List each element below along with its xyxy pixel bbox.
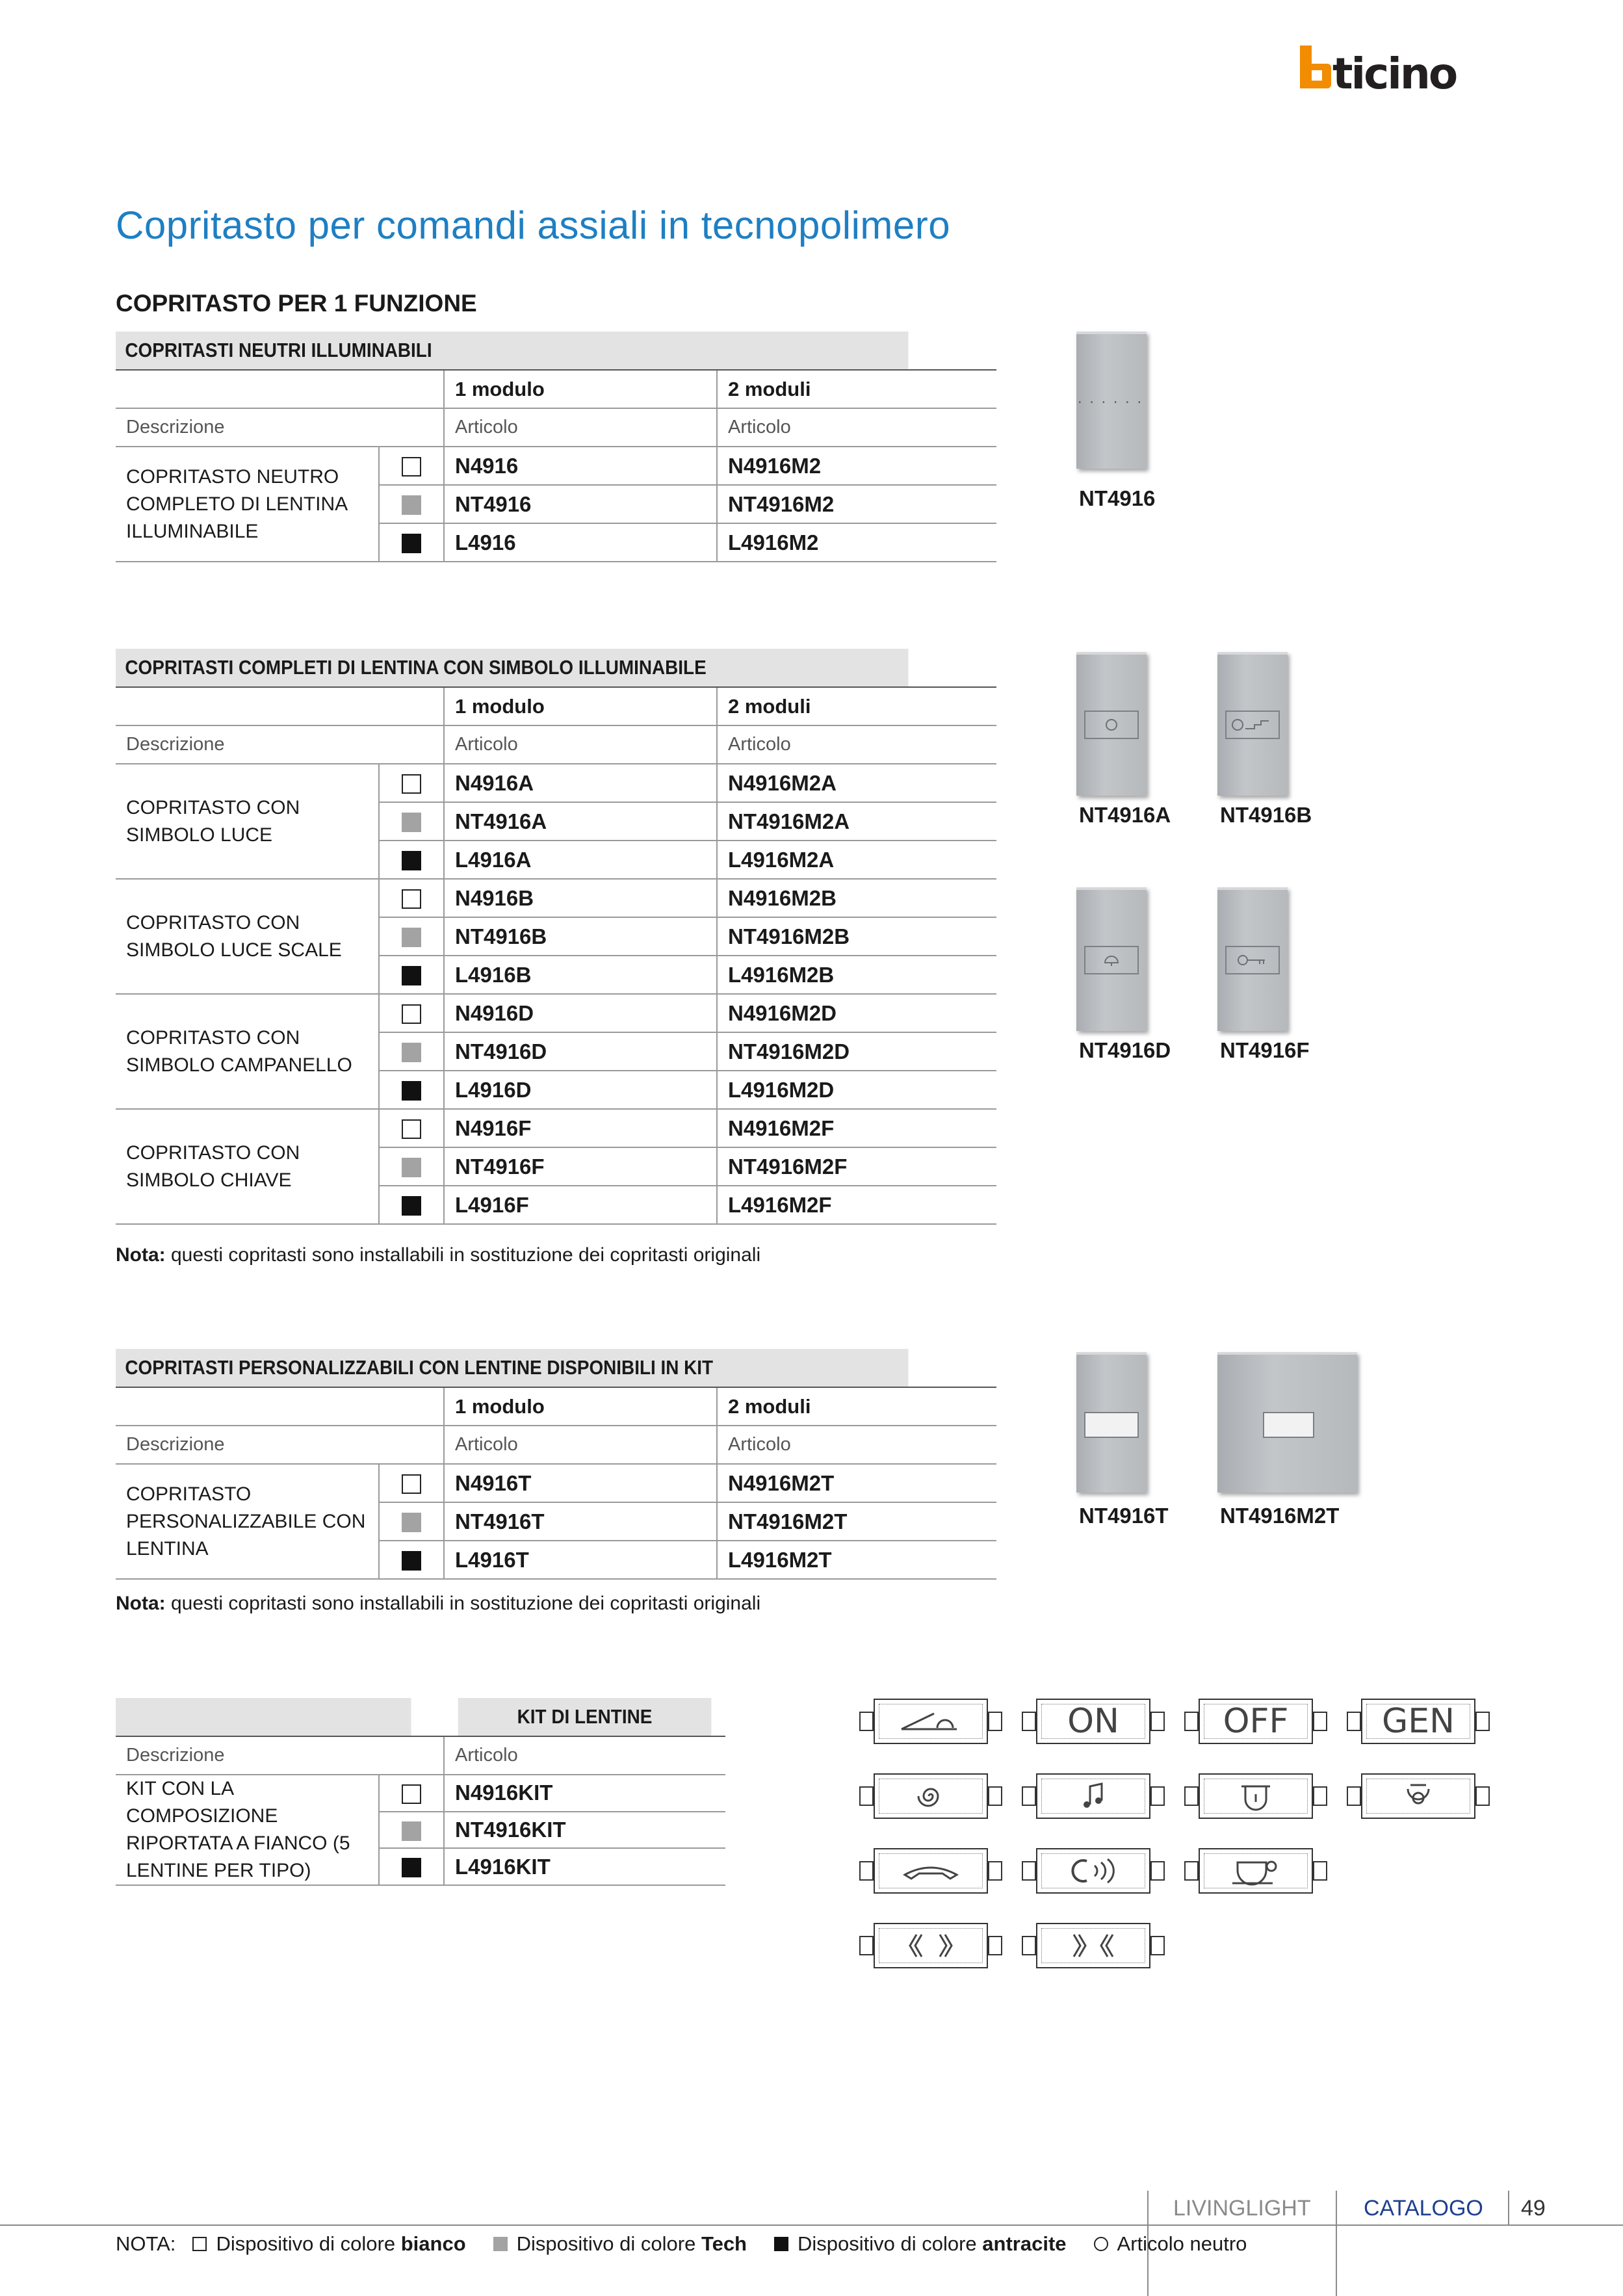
article-code: N4916M2D — [717, 994, 996, 1032]
col-1-modulo: 1 modulo — [444, 1387, 717, 1426]
black-swatch-icon — [774, 2237, 788, 2251]
black-swatch-icon — [402, 1551, 421, 1571]
lens-music-icon — [1022, 1773, 1165, 1819]
article-code: N4916 — [444, 447, 717, 485]
note-text: questi copritasti sono installabili in sostituzione dei copritasti originali — [165, 1593, 761, 1614]
article-code: NT4916D — [444, 1032, 717, 1071]
article-code: NT4916M2A — [717, 802, 996, 841]
article-code: L4916M2T — [717, 1541, 996, 1579]
grey-swatch-icon — [402, 495, 421, 515]
col-articolo: Articolo — [444, 1426, 717, 1464]
lens-on-label: ON — [1036, 1699, 1150, 1744]
table-note — [116, 1244, 760, 1266]
lens-lamp-icon — [1184, 1773, 1327, 1819]
table-simbolo — [116, 649, 996, 1225]
lens-blinds-close-icon — [1022, 1923, 1165, 1968]
article-code: L4916M2 — [717, 523, 996, 562]
stair-light-symbol-icon — [1230, 717, 1275, 733]
article-code: N4916M2T — [717, 1464, 996, 1502]
table-title: KIT DI LENTINE — [458, 1698, 712, 1736]
article-code: NT4916A — [444, 802, 717, 841]
article-code: L4916M2B — [717, 956, 996, 994]
col-descrizione: Descrizione — [116, 1736, 444, 1775]
black-swatch-icon — [402, 851, 421, 870]
black-swatch-icon — [402, 1081, 421, 1101]
col-articolo: Articolo — [444, 725, 717, 764]
table-row — [116, 764, 996, 802]
article-code: L4916KIT — [444, 1848, 725, 1885]
table-row — [116, 994, 996, 1032]
row-description: KIT CON LA COMPOSIZIONE RIPORTATA A FIANCO (5 LENTINE PER TIPO) — [116, 1775, 379, 1885]
product-image-nt4916b — [1217, 652, 1288, 796]
legend-tech: Dispositivo di colore Tech — [516, 2232, 747, 2255]
lens-off-label: OFF — [1199, 1699, 1313, 1744]
table-row — [116, 879, 996, 917]
black-swatch-icon — [402, 1858, 421, 1877]
table-title: COPRITASTI NEUTRI ILLUMINABILI — [116, 332, 909, 370]
article-code: N4916M2B — [717, 879, 996, 917]
col-2-moduli: 2 moduli — [717, 370, 996, 408]
light-symbol-icon — [1104, 717, 1119, 733]
table-row — [116, 1109, 996, 1147]
lens-ceiling-light-icon — [1347, 1773, 1490, 1819]
row-description: COPRITASTO CON SIMBOLO LUCE — [116, 764, 379, 879]
article-code: NT4916M2F — [717, 1147, 996, 1186]
lens-gen-label: GEN — [1361, 1699, 1475, 1744]
row-description: COPRITASTO CON SIMBOLO LUCE SCALE — [116, 879, 379, 994]
table-neutri — [116, 332, 996, 562]
article-code: L4916M2A — [717, 841, 996, 879]
footer-series: LIVINGLIGHT — [1173, 2196, 1311, 2221]
table-title: COPRITASTI PERSONALIZZABILI CON LENTINE DISPONIBILI IN KIT — [116, 1349, 909, 1387]
product-label: NT4916F — [1220, 1038, 1310, 1062]
grey-swatch-icon — [493, 2237, 508, 2251]
white-swatch-icon — [402, 1119, 421, 1139]
page-number: 49 — [1521, 2196, 1546, 2221]
row-description: COPRITASTO CON SIMBOLO CHIAVE — [116, 1109, 379, 1224]
col-articolo: Articolo — [444, 408, 717, 447]
lens-phone-icon — [859, 1848, 1002, 1894]
grey-swatch-icon — [402, 928, 421, 947]
product-image-nt4916f — [1217, 887, 1288, 1031]
neutral-circle-icon — [1094, 2237, 1108, 2251]
bell-symbol-icon — [1102, 952, 1121, 968]
col-articolo: Articolo — [717, 1426, 996, 1464]
product-image-nt4916t — [1076, 1352, 1147, 1493]
article-code: NT4916B — [444, 917, 717, 956]
table-kit-lentine — [116, 1698, 725, 1886]
article-code: NT4916M2T — [717, 1502, 996, 1541]
product-image-nt4916: • • • • • • — [1076, 332, 1147, 469]
table-note — [116, 1593, 760, 1615]
white-swatch-icon — [402, 1784, 421, 1804]
article-code: N4916A — [444, 764, 717, 802]
article-code: NT4916 — [444, 485, 717, 523]
table-row — [116, 1775, 725, 1812]
article-code: L4916A — [444, 841, 717, 879]
article-code: N4916M2 — [717, 447, 996, 485]
product-image-nt4916m2t — [1217, 1352, 1357, 1493]
article-code: L4916F — [444, 1186, 717, 1224]
grey-swatch-icon — [402, 1043, 421, 1062]
article-code: NT4916M2 — [717, 485, 996, 523]
grey-swatch-icon — [402, 813, 421, 832]
article-code: L4916T — [444, 1541, 717, 1579]
article-code: NT4916F — [444, 1147, 717, 1186]
grey-swatch-icon — [402, 1158, 421, 1177]
article-code: L4916B — [444, 956, 717, 994]
product-image-nt4916d — [1076, 887, 1147, 1031]
col-articolo: Articolo — [717, 408, 996, 447]
footer-divider — [0, 2224, 1623, 2226]
article-code: N4916F — [444, 1109, 717, 1147]
article-code: N4916B — [444, 879, 717, 917]
footer-separator — [1508, 2191, 1509, 2224]
row-description: COPRITASTO PERSONALIZZABILE CON LENTINA — [116, 1464, 379, 1579]
black-swatch-icon — [402, 534, 421, 553]
article-code: N4916M2F — [717, 1109, 996, 1147]
col-descrizione: Descrizione — [116, 1426, 444, 1464]
footer-legend — [116, 2232, 1247, 2256]
black-swatch-icon — [402, 966, 421, 985]
note-text: questi copritasti sono installabili in sostituzione dei copritasti originali — [165, 1244, 761, 1266]
product-label: NT4916M2T — [1220, 1504, 1340, 1528]
col-1-modulo: 1 modulo — [444, 687, 717, 725]
lens-cup-icon — [1184, 1848, 1327, 1894]
note-label: Nota: — [116, 1244, 166, 1266]
article-code: N4916KIT — [444, 1775, 725, 1812]
white-swatch-icon — [402, 1474, 421, 1494]
grey-swatch-icon — [402, 1513, 421, 1532]
article-code: N4916D — [444, 994, 717, 1032]
white-swatch-icon — [402, 1004, 421, 1024]
product-label: NT4916B — [1220, 803, 1312, 827]
table-row — [116, 447, 996, 485]
article-code: N4916M2A — [717, 764, 996, 802]
footer-separator — [1336, 2191, 1337, 2296]
product-label: NT4916A — [1079, 803, 1171, 827]
white-swatch-icon — [402, 774, 421, 794]
white-swatch-icon — [402, 889, 421, 909]
article-code: L4916 — [444, 523, 717, 562]
article-code: NT4916T — [444, 1502, 717, 1541]
article-code: NT4916M2D — [717, 1032, 996, 1071]
black-swatch-icon — [402, 1196, 421, 1216]
table-row — [116, 1464, 996, 1502]
legend-neutral: Articolo neutro — [1117, 2232, 1247, 2255]
article-code: NT4916KIT — [444, 1812, 725, 1849]
legend-anthracite: Dispositivo di colore antracite — [798, 2232, 1067, 2255]
product-label: NT4916 — [1079, 486, 1156, 510]
lens-tilt-icon — [859, 1699, 1002, 1744]
col-2-moduli: 2 moduli — [717, 1387, 996, 1426]
section-title: COPRITASTO PER 1 FUNZIONE — [116, 290, 477, 317]
lens-intercom-icon — [1022, 1848, 1165, 1894]
footer-catalog: CATALOGO — [1364, 2196, 1483, 2221]
lens-off — [1184, 1699, 1327, 1744]
lens-on — [1022, 1699, 1165, 1744]
key-symbol-icon — [1236, 952, 1269, 968]
article-code: L4916M2D — [717, 1071, 996, 1109]
product-label: NT4916T — [1079, 1504, 1169, 1528]
col-articolo: Articolo — [444, 1736, 725, 1775]
col-descrizione: Descrizione — [116, 725, 444, 764]
product-image-nt4916a — [1076, 652, 1147, 796]
white-swatch-icon — [402, 457, 421, 476]
table-personalizzabili — [116, 1349, 996, 1580]
lens-fan-icon — [859, 1773, 1002, 1819]
col-articolo: Articolo — [717, 725, 996, 764]
lens-blinds-open-icon — [859, 1923, 1002, 1968]
grey-swatch-icon — [402, 1821, 421, 1841]
svg-text:ticino: ticino — [1332, 49, 1457, 94]
white-swatch-icon — [192, 2237, 207, 2251]
row-description: COPRITASTO NEUTRO COMPLETO DI LENTINA ILLUMINABILE — [116, 447, 379, 562]
article-code: L4916D — [444, 1071, 717, 1109]
legend-white: Dispositivo di colore bianco — [216, 2232, 466, 2255]
row-description: COPRITASTO CON SIMBOLO CAMPANELLO — [116, 994, 379, 1109]
legend-nota: NOTA: — [116, 2232, 176, 2255]
article-code: N4916T — [444, 1464, 717, 1502]
table-title: COPRITASTI COMPLETI DI LENTINA CON SIMBOLO ILLUMINABILE — [116, 649, 909, 687]
product-label: NT4916D — [1079, 1038, 1171, 1062]
bticino-logo — [1300, 46, 1511, 94]
lens-gen — [1347, 1699, 1490, 1744]
col-descrizione: Descrizione — [116, 408, 444, 447]
note-label: Nota: — [116, 1593, 166, 1614]
col-2-moduli: 2 moduli — [717, 687, 996, 725]
article-code: L4916M2F — [717, 1186, 996, 1224]
article-code: NT4916M2B — [717, 917, 996, 956]
page-title: Copritasto per comandi assiali in tecnopolimero — [116, 203, 951, 247]
col-1-modulo: 1 modulo — [444, 370, 717, 408]
